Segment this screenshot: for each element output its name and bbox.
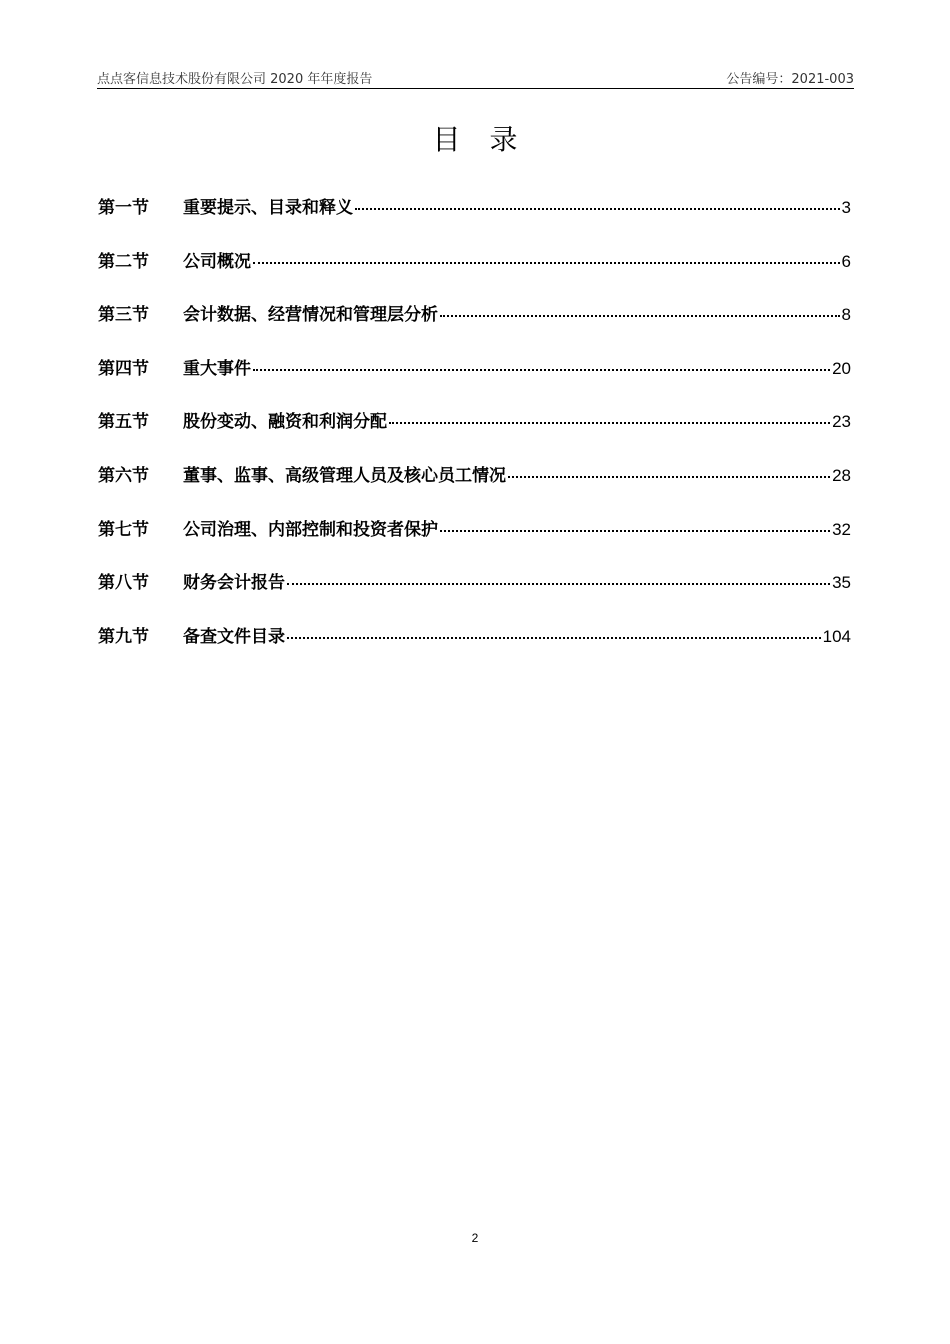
- toc-section-title: 备查文件目录: [183, 626, 285, 647]
- toc-section-title: 董事、监事、高级管理人员及核心员工情况: [183, 465, 506, 486]
- toc-dot-leader: [440, 315, 840, 317]
- toc-dot-leader: [508, 476, 830, 478]
- toc-dot-leader: [355, 208, 840, 210]
- header-company-report: 点点客信息技术股份有限公司 2020 年年度报告: [97, 72, 373, 87]
- toc-section-title: 重大事件: [183, 358, 251, 379]
- toc-entry[interactable]: [98, 193, 851, 247]
- toc-entry[interactable]: [98, 407, 851, 461]
- toc-section-number: 第四节: [98, 358, 149, 379]
- toc-section-title: 会计数据、经营情况和管理层分析: [183, 305, 438, 326]
- toc-section-title: 重要提示、目录和释义: [183, 198, 353, 218]
- toc-section-title: 公司治理、内部控制和投资者保护: [183, 519, 438, 540]
- page-title: 目 录: [432, 123, 528, 156]
- toc-dot-leader: [253, 369, 830, 371]
- toc-dot-leader: [440, 530, 830, 532]
- toc-page-number: 8: [841, 305, 851, 325]
- toc-section-number: 第六节: [98, 465, 149, 486]
- toc-page-number: 35: [832, 573, 851, 593]
- toc-page-number: 104: [822, 626, 851, 646]
- toc-section-number: 第三节: [98, 305, 149, 326]
- toc-section-number: 第五节: [98, 412, 149, 433]
- toc-entry[interactable]: [98, 568, 851, 622]
- toc-entry[interactable]: [98, 461, 851, 515]
- toc-section-number: 第九节: [98, 626, 149, 647]
- toc-dot-leader: [389, 422, 830, 424]
- toc-entry[interactable]: [98, 247, 851, 301]
- header-announcement-number: 公告编号：2021-003: [726, 72, 854, 87]
- page-header: [97, 66, 854, 89]
- table-of-contents: [98, 193, 851, 675]
- toc-entry[interactable]: [98, 515, 851, 569]
- toc-section-title: 财务会计报告: [183, 573, 285, 594]
- toc-dot-leader: [287, 583, 830, 585]
- toc-page-number: 6: [841, 251, 851, 271]
- toc-page-number: 3: [841, 198, 851, 217]
- toc-page-number: 23: [832, 412, 851, 432]
- toc-section-title: 股份变动、融资和利润分配: [183, 412, 387, 433]
- toc-page-number: 32: [832, 519, 851, 539]
- toc-entry[interactable]: [98, 300, 851, 354]
- toc-dot-leader: [287, 637, 821, 639]
- toc-section-number: 第一节: [98, 198, 149, 218]
- toc-section-number: 第七节: [98, 519, 149, 540]
- toc-section-number: 第二节: [98, 251, 149, 272]
- toc-page-number: 28: [832, 465, 851, 485]
- toc-entry[interactable]: [98, 354, 851, 408]
- toc-section-title: 公司概况: [183, 251, 251, 272]
- toc-page-number: 20: [832, 358, 851, 378]
- toc-dot-leader: [253, 262, 840, 264]
- toc-entry[interactable]: [98, 622, 851, 676]
- page-footer-number: 2: [471, 1231, 479, 1245]
- toc-section-number: 第八节: [98, 573, 149, 594]
